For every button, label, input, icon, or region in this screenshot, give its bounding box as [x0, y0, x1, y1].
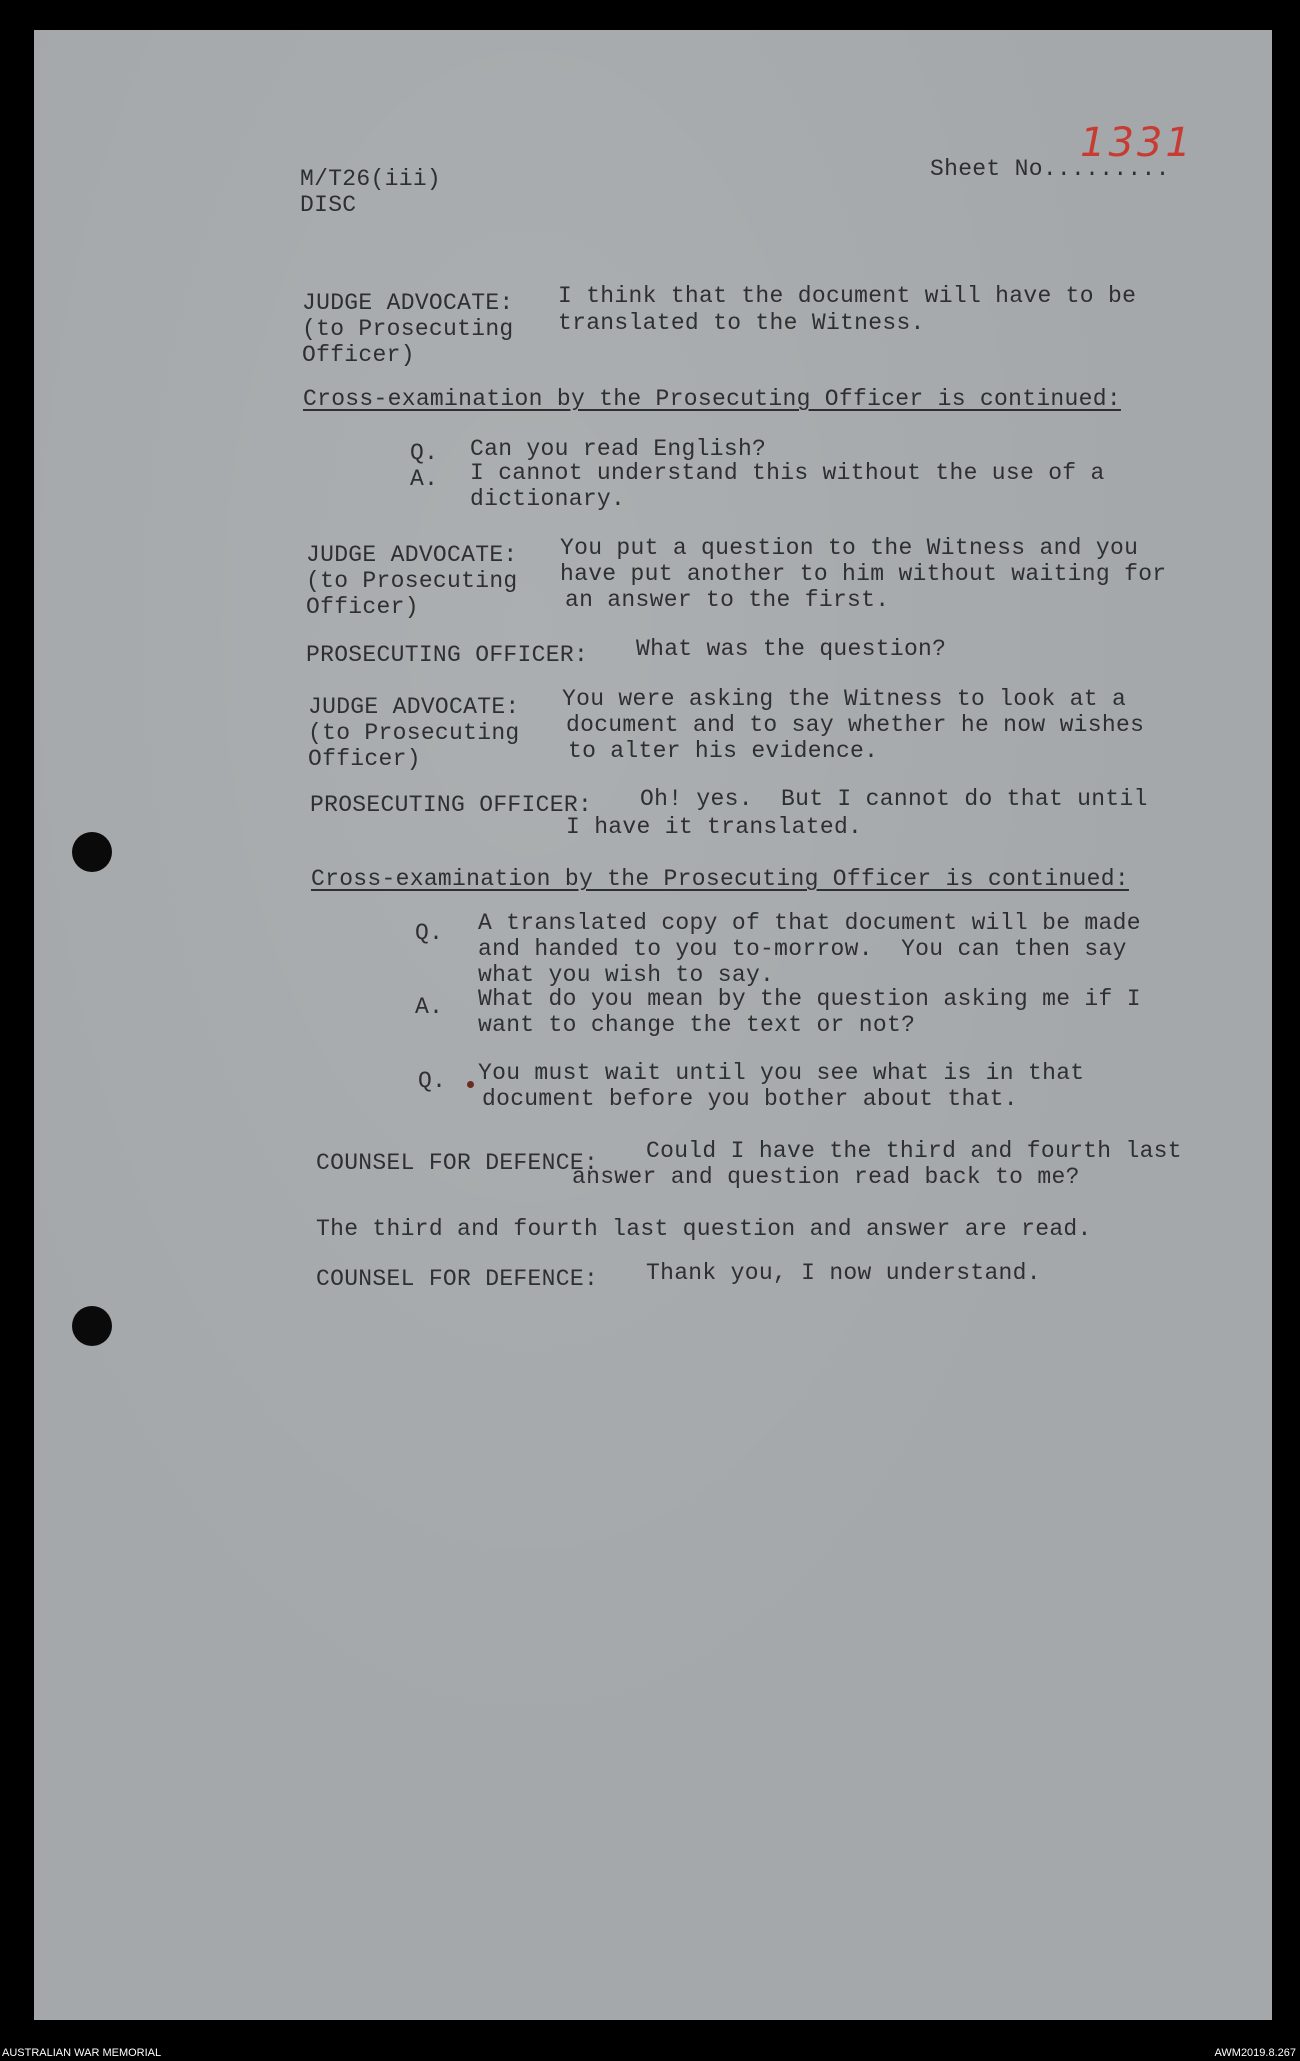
statement-line: What was the question? — [636, 636, 947, 662]
reference-disc: DISC — [300, 192, 357, 218]
question-text: A translated copy of that document will be made — [478, 910, 1141, 936]
question-marker: Q. — [418, 1068, 447, 1094]
statement-line: have put another to him without waiting for — [560, 561, 1167, 587]
ink-mark — [467, 1081, 474, 1088]
statement-line: translated to the Witness. — [558, 310, 925, 336]
answer-marker: A. — [410, 466, 439, 492]
question-text: and handed to you to-morrow. You can then say — [478, 936, 1127, 962]
speaker-label: PROSECUTING OFFICER: — [306, 642, 589, 668]
speaker-label: COUNSEL FOR DEFENCE: — [316, 1266, 599, 1292]
speaker-note: Officer) — [308, 746, 421, 772]
statement-line: Could I have the third and fourth last — [646, 1138, 1182, 1164]
speaker-label: PROSECUTING OFFICER: — [310, 792, 593, 818]
statement-line: I have it translated. — [566, 814, 863, 840]
section-heading: Cross-examination by the Prosecuting Officer is continued: — [303, 386, 1121, 412]
speaker-note: (to Prosecuting — [308, 720, 520, 746]
statement-line: an answer to the first. — [565, 587, 890, 613]
statement-line: Oh! yes. But I cannot do that until — [640, 786, 1148, 812]
question-marker: Q. — [410, 440, 439, 466]
answer-text: I cannot understand this without the use of a — [470, 460, 1105, 486]
section-heading: Cross-examination by the Prosecuting Officer is continued: — [311, 866, 1129, 892]
speaker-note: (to Prosecuting — [306, 568, 518, 594]
speaker-note: (to Prosecuting — [302, 316, 514, 342]
sheet-label: Sheet No......... — [930, 156, 1170, 182]
footer-institution: AUSTRALIAN WAR MEMORIAL — [2, 2047, 162, 2059]
speaker-note: Officer) — [306, 594, 419, 620]
question-marker: Q. — [415, 920, 444, 946]
narration-line: The third and fourth last question and answer are read. — [316, 1216, 1092, 1242]
statement-line: answer and question read back to me? — [572, 1164, 1080, 1190]
question-text: You must wait until you see what is in that — [478, 1060, 1085, 1086]
answer-text: dictionary. — [470, 486, 626, 512]
punch-hole — [72, 1306, 112, 1346]
speaker-label: JUDGE ADVOCATE: — [308, 694, 520, 720]
answer-text: What do you mean by the question asking me if I — [478, 986, 1141, 1012]
sheet-number: 1331 — [1080, 120, 1194, 166]
statement-line: Thank you, I now understand. — [646, 1260, 1041, 1286]
reference-code: M/T26(iii) — [300, 166, 442, 192]
footer-accession: AWM2019.8.267 — [1214, 2047, 1296, 2059]
speaker-label: JUDGE ADVOCATE: — [306, 542, 518, 568]
question-text: document before you bother about that. — [482, 1086, 1018, 1112]
statement-line: You put a question to the Witness and you — [560, 535, 1139, 561]
statement-line: I think that the document will have to be — [558, 283, 1137, 309]
question-text: Can you read English? — [470, 436, 767, 462]
answer-marker: A. — [415, 994, 444, 1020]
question-text: what you wish to say. — [478, 962, 775, 988]
answer-text: want to change the text or not? — [478, 1012, 916, 1038]
speaker-label: COUNSEL FOR DEFENCE: — [316, 1150, 599, 1176]
statement-line: document and to say whether he now wishes — [566, 712, 1145, 738]
speaker-label: JUDGE ADVOCATE: — [302, 290, 514, 316]
speaker-note: Officer) — [302, 342, 415, 368]
punch-hole — [72, 832, 112, 872]
statement-line: You were asking the Witness to look at a — [562, 686, 1127, 712]
statement-line: to alter his evidence. — [568, 738, 879, 764]
